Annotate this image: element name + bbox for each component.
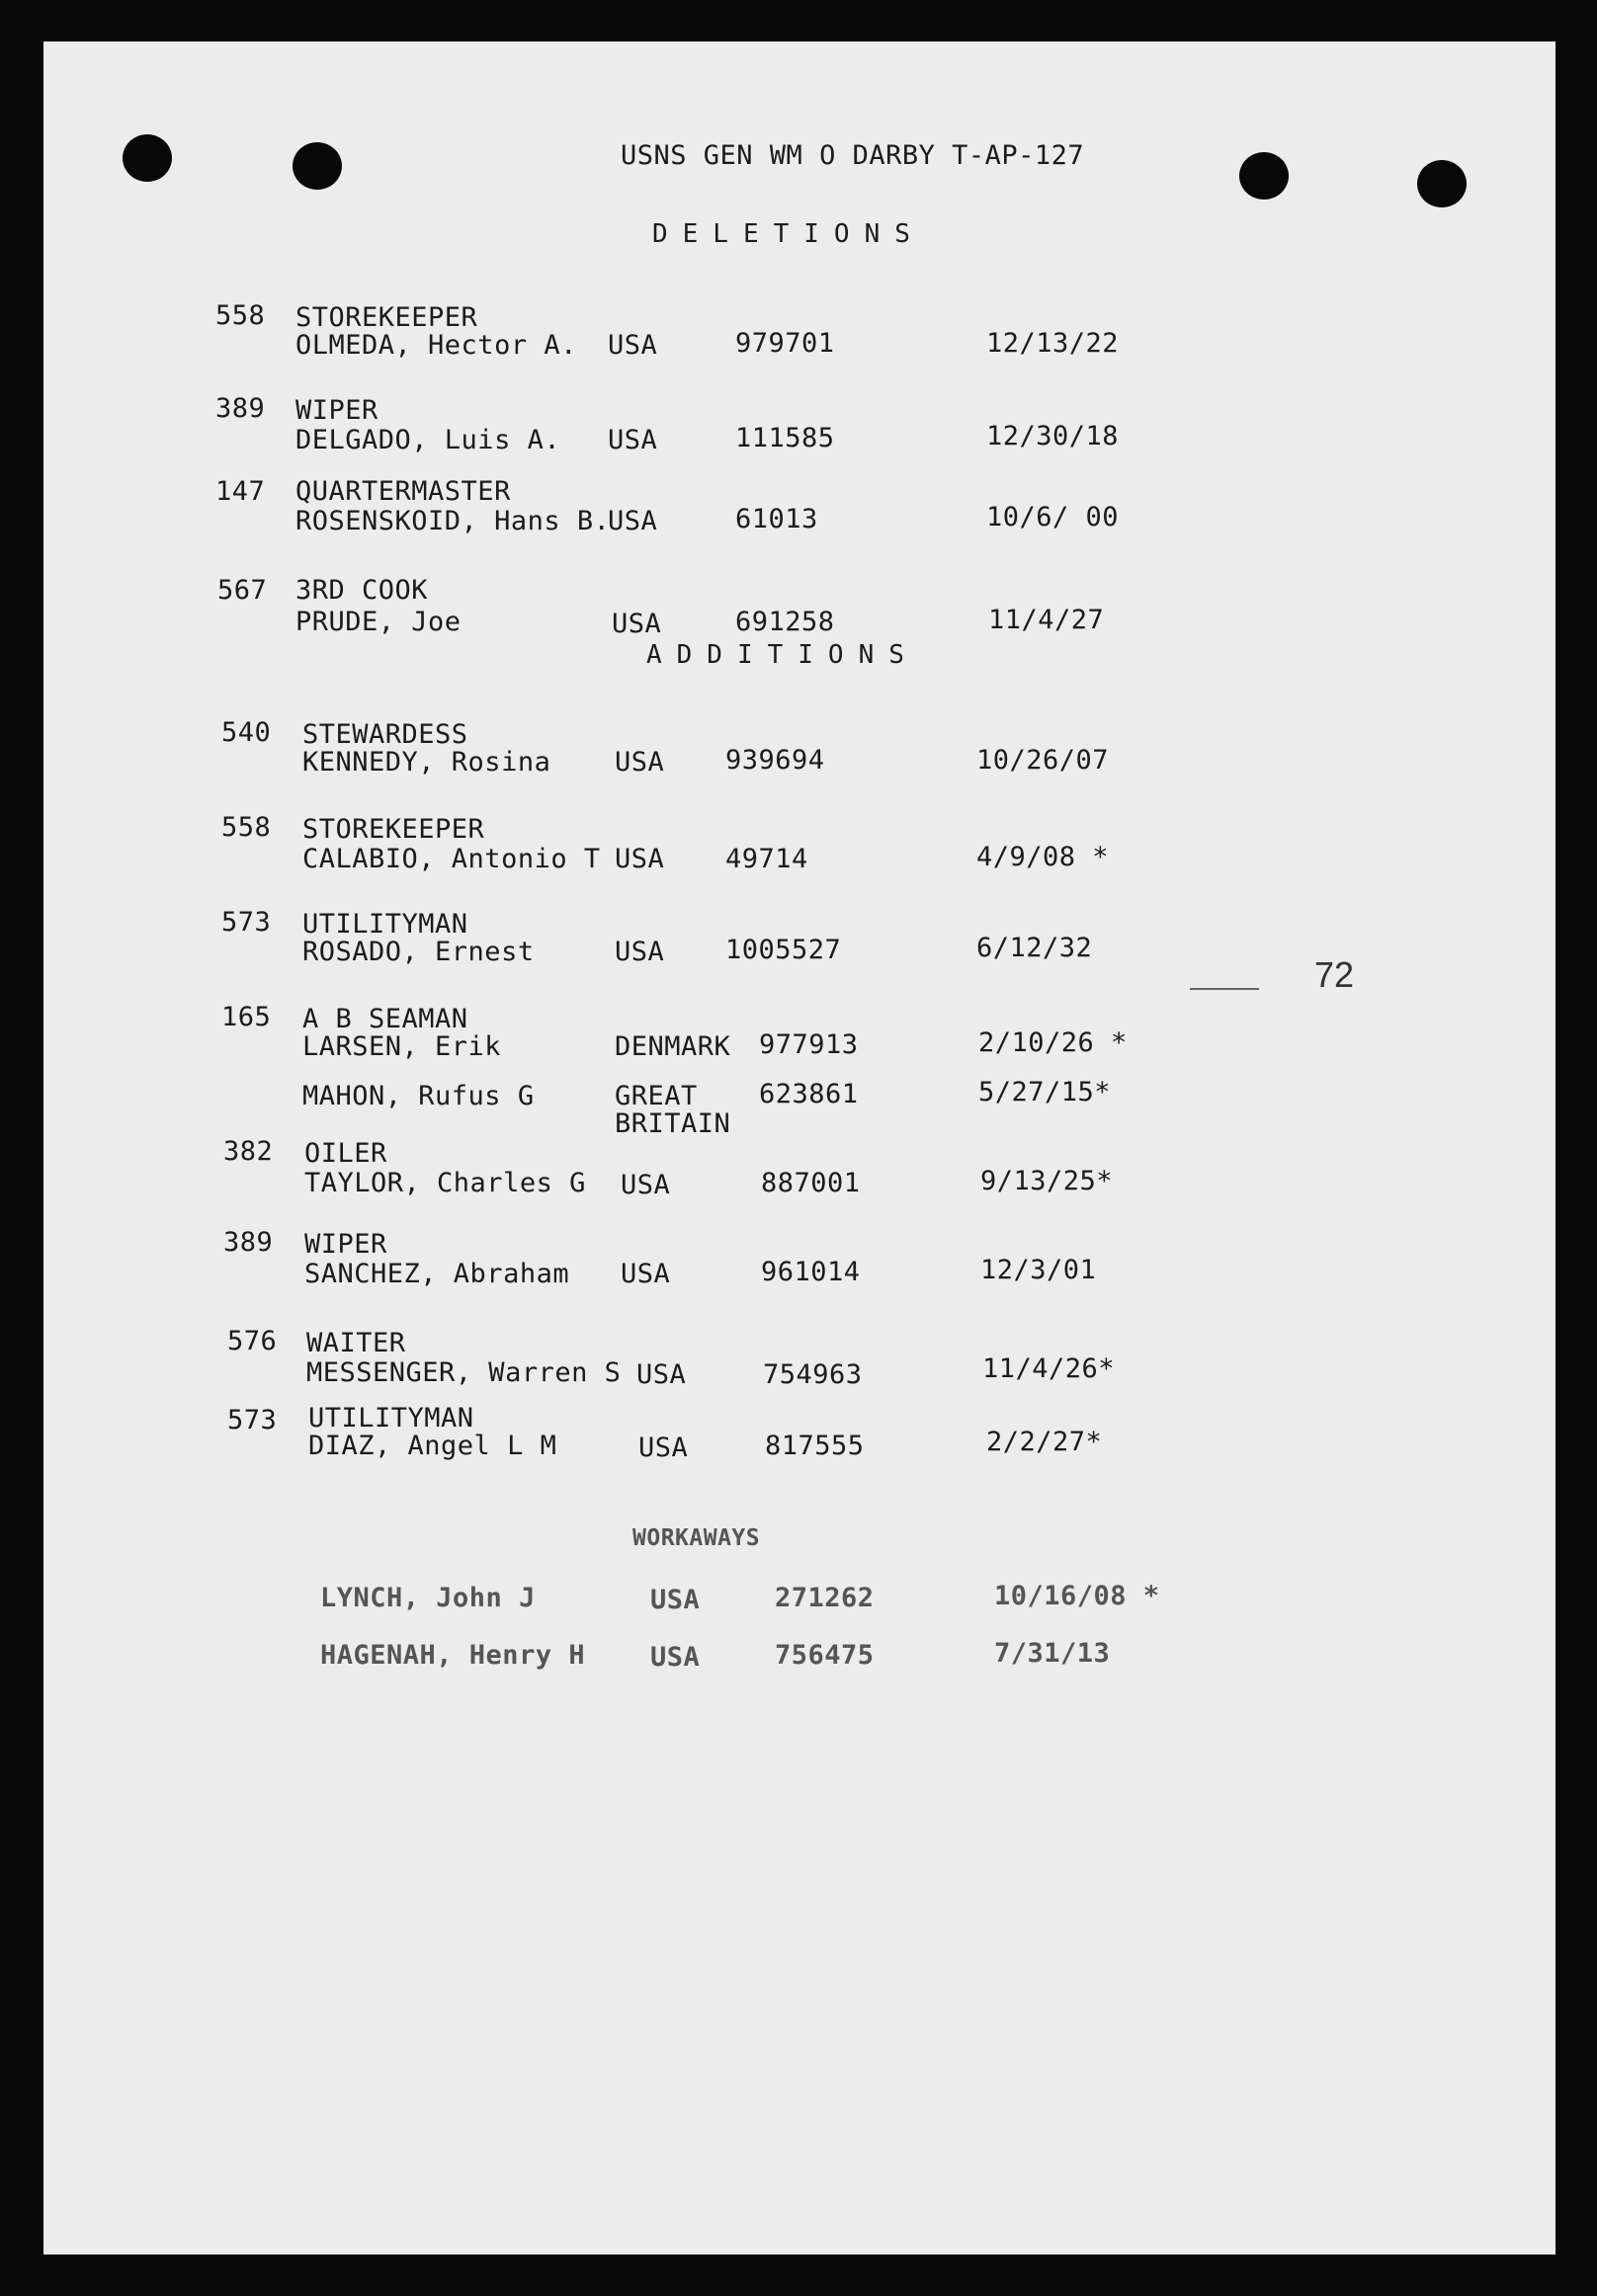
entry-nationality: USA (608, 425, 658, 455)
entry-number: 979701 (735, 328, 835, 359)
entry-code: 540 (221, 717, 272, 748)
entry-number: 817555 (765, 1431, 865, 1461)
entry-name: KENNEDY, Rosina (302, 747, 551, 778)
punch-hole (123, 134, 172, 182)
entry-name: OLMEDA, Hector A. (295, 330, 577, 361)
entry-rating: OILER (304, 1138, 387, 1169)
entry-nationality: USA (608, 330, 658, 361)
entry-date: 12/3/01 (980, 1255, 1097, 1285)
entry-code: 573 (221, 907, 272, 938)
page-number: 72 (1314, 954, 1355, 995)
entry-number: 961014 (761, 1257, 861, 1287)
entry-nationality: USA (608, 506, 658, 536)
stray-mark (1190, 988, 1259, 990)
entry-rating: WIPER (304, 1229, 387, 1260)
entry-name: ROSADO, Ernest (302, 937, 535, 967)
entry-date: 9/13/25* (980, 1166, 1114, 1196)
entry-number: 623861 (759, 1079, 859, 1109)
entry-nationality: DENMARK (615, 1031, 731, 1062)
ship-title: USNS GEN WM O DARBY T-AP-127 (621, 140, 1085, 171)
entry-rating: UTILITYMAN (308, 1403, 474, 1434)
entry-date: 7/31/13 (994, 1638, 1111, 1669)
entry-nationality: USA (638, 1433, 689, 1463)
entry-name: ROSENSKOID, Hans B. (295, 506, 611, 536)
entry-date: 2/2/27* (986, 1427, 1103, 1457)
entry-date: 12/30/18 (986, 421, 1120, 451)
punch-hole (1239, 152, 1289, 200)
entry-date: 10/26/07 (976, 745, 1110, 776)
entry-code: 165 (221, 1002, 272, 1032)
entry-rating: STEWARDESS (302, 719, 468, 750)
entry-date: 5/27/15* (978, 1077, 1112, 1107)
entry-number: 61013 (735, 504, 818, 534)
entry-code: 389 (223, 1227, 274, 1258)
entry-code: 558 (215, 300, 266, 331)
entry-nationality: USA (650, 1642, 701, 1673)
entry-date: 11/4/26* (982, 1353, 1116, 1384)
entry-code: 558 (221, 812, 272, 843)
punch-hole (293, 142, 342, 190)
entry-number: 111585 (735, 423, 835, 453)
entry-name: DIAZ, Angel L M (308, 1431, 557, 1461)
entry-code: 567 (217, 575, 268, 606)
entry-name: SANCHEZ, Abraham (304, 1259, 570, 1289)
entry-code: 147 (215, 476, 266, 507)
entry-rating: UTILITYMAN (302, 909, 468, 940)
deletions-header: DELETIONS (652, 219, 925, 249)
entry-nationality: USA (650, 1585, 701, 1615)
document-page (43, 41, 1555, 2255)
entry-rating: STOREKEEPER (295, 302, 478, 333)
entry-nationality: USA (615, 844, 665, 874)
entry-name: DELGADO, Luis A. (295, 425, 561, 455)
punch-hole (1417, 160, 1467, 207)
entry-nationality: USA (621, 1170, 671, 1200)
entry-nationality: USA (636, 1359, 687, 1390)
entry-name: LYNCH, John J (320, 1583, 536, 1613)
entry-code: 382 (223, 1136, 274, 1167)
entry-rating: WAITER (306, 1328, 406, 1358)
entry-number: 754963 (763, 1359, 863, 1390)
entry-date: 11/4/27 (988, 605, 1105, 635)
entry-rating: WIPER (295, 395, 378, 426)
entry-date: 2/10/26 * (978, 1027, 1128, 1058)
entry-code: 573 (227, 1405, 278, 1435)
entry-date: 10/6/ 00 (986, 502, 1120, 533)
entry-number: 271262 (775, 1583, 875, 1613)
entry-name: HAGENAH, Henry H (320, 1640, 586, 1671)
entry-name: LARSEN, Erik (302, 1031, 502, 1062)
entry-name: MESSENGER, Warren S (306, 1357, 622, 1388)
entry-code: 576 (227, 1326, 278, 1356)
entry-number: 939694 (725, 745, 825, 776)
entry-number: 1005527 (725, 935, 842, 965)
entry-name: TAYLOR, Charles G (304, 1168, 586, 1198)
entry-rating: STOREKEEPER (302, 814, 485, 845)
entry-nationality: GREAT (615, 1081, 698, 1111)
workaways-header: WORKAWAYS (632, 1525, 761, 1551)
entry-name: MAHON, Rufus G (302, 1081, 535, 1111)
entry-rating: A B SEAMAN (302, 1004, 468, 1034)
entry-name: PRUDE, Joe (295, 607, 462, 637)
entry-nationality: USA (621, 1259, 671, 1289)
entry-rating: 3RD COOK (295, 575, 429, 606)
entry-rating: QUARTERMASTER (295, 476, 511, 507)
entry-number: 756475 (775, 1640, 875, 1671)
entry-date: 12/13/22 (986, 328, 1120, 359)
entry-number: 691258 (735, 607, 835, 637)
entry-nationality: USA (615, 747, 665, 778)
entry-nationality: USA (615, 937, 665, 967)
entry-number: 49714 (725, 844, 808, 874)
additions-header: ADDITIONS (646, 640, 919, 670)
entry-date: 4/9/08 * (976, 842, 1110, 872)
entry-date: 6/12/32 (976, 933, 1093, 963)
entry-date: 10/16/08 * (994, 1581, 1160, 1611)
entry-number: 977913 (759, 1029, 859, 1060)
entry-number: 887001 (761, 1168, 861, 1198)
entry-code: 389 (215, 393, 266, 424)
entry-nationality: USA (612, 609, 662, 639)
entry-name: CALABIO, Antonio T (302, 844, 601, 874)
entry-nationality-line2: BRITAIN (615, 1108, 731, 1139)
